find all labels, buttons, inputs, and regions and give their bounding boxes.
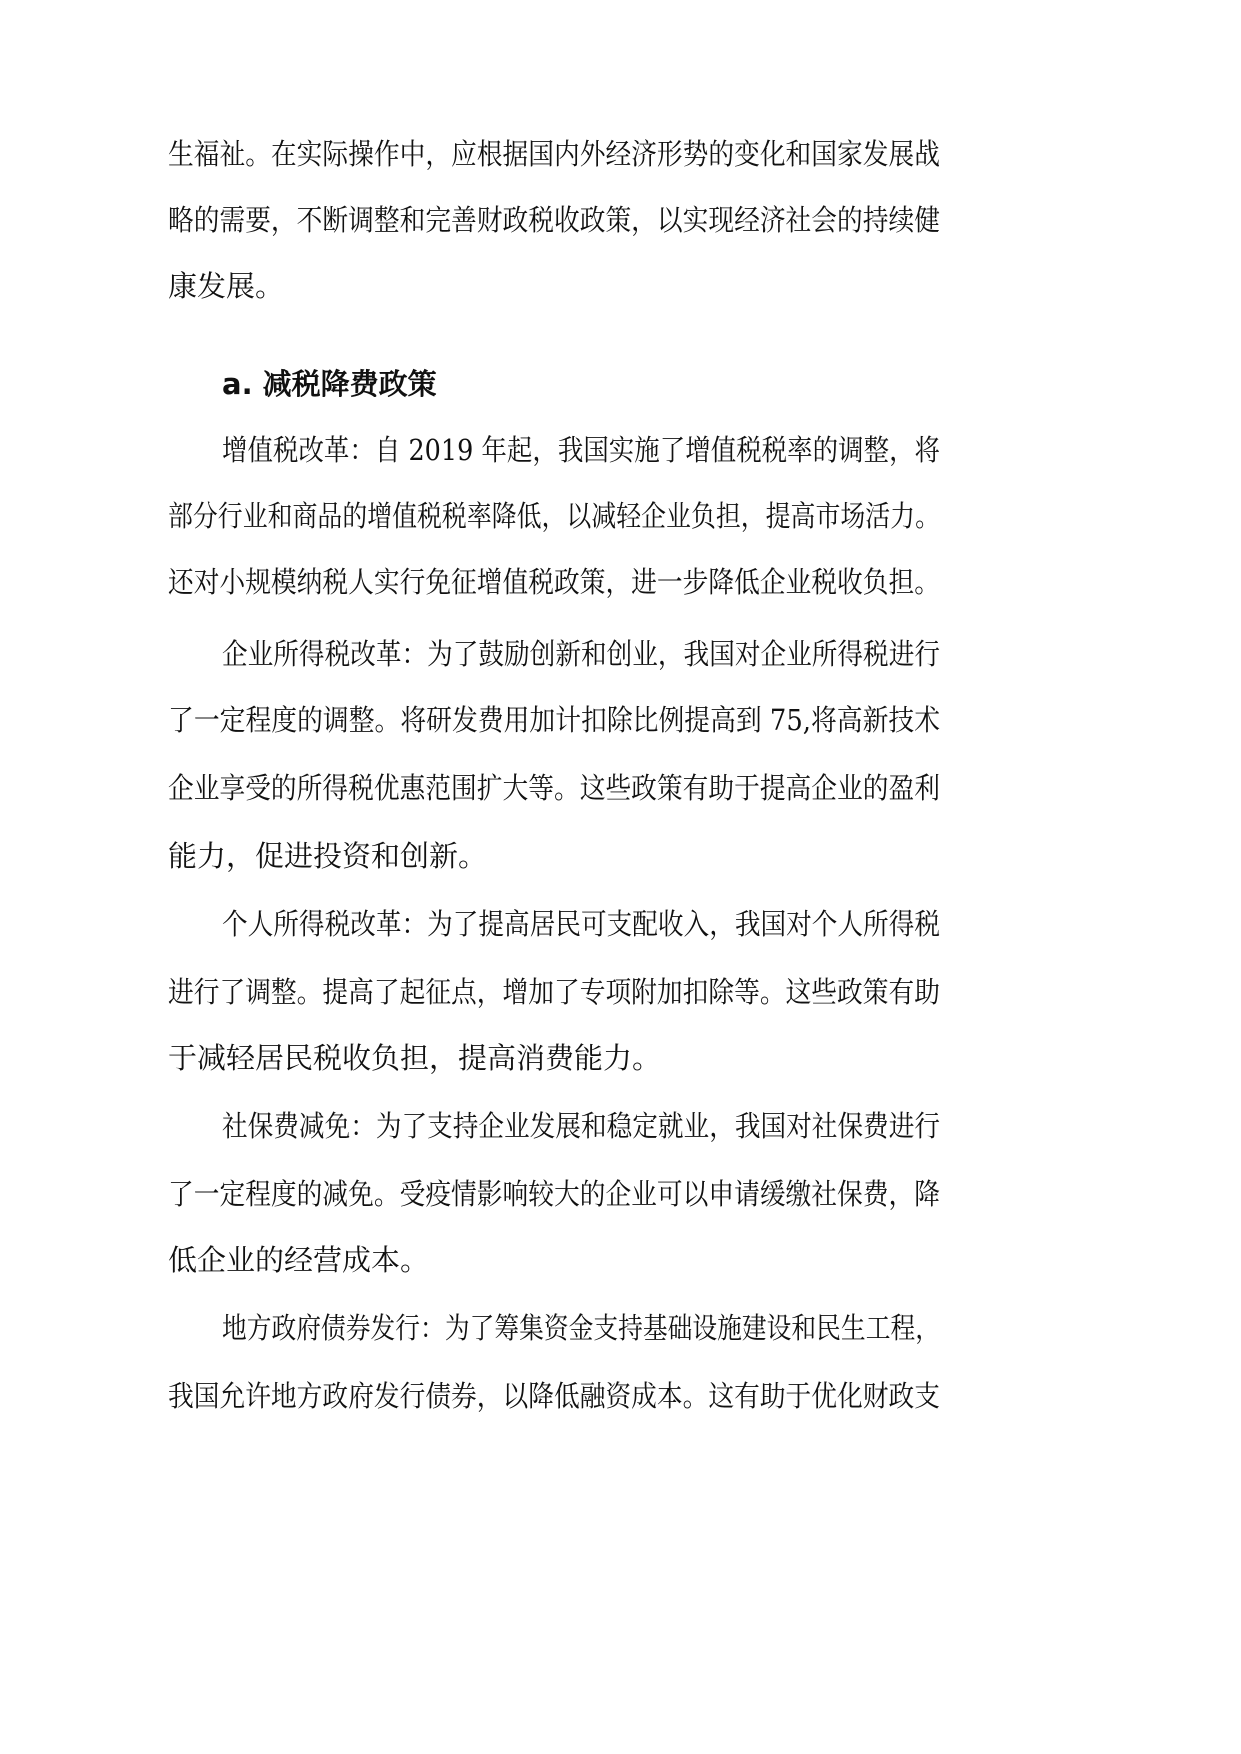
line-text: 进行了调整。提高了起征点，增加了专项附加扣除等。这些政策有助 [168,975,940,1009]
line-text: 康发展。 [168,269,285,303]
text-line [0,1366,1241,1426]
line-text: 还对小规模纳税人实行免征增值税政策，进一步降低企业税收负担。 [168,565,940,599]
text-line [0,552,1241,612]
text-line [0,624,1241,684]
line-text: 生福祉。在实际操作中，应根据国内外经济形势的变化和国家发展战 [168,137,940,171]
line-text: 了一定程度的减免。受疫情影响较大的企业可以申请缓缴社保费，降 [168,1177,940,1211]
line-text: 企业享受的所得税优惠范围扩大等。这些政策有助于提高企业的盈利 [168,771,940,805]
text-line [0,420,1241,480]
line-text: 略的需要，不断调整和完善财政税收政策，以实现经济社会的持续健 [168,203,940,237]
section-heading [0,354,1241,414]
text-line [0,1096,1241,1156]
text-line [0,256,1241,316]
text-line [0,826,1241,886]
text-line [0,486,1241,546]
text-line [0,1164,1241,1224]
line-text: 社保费减免：为了支持企业发展和稳定就业，我国对社保费进行 [222,1109,940,1143]
line-text: 于减轻居民税收负担，提高消费能力。 [168,1041,662,1075]
text-line [0,1298,1241,1358]
text-line [0,1230,1241,1290]
text-line [0,124,1241,184]
text-line [0,894,1241,954]
line-text: 个人所得税改革：为了提高居民可支配收入，我国对个人所得税 [222,907,940,941]
line-text: 增值税改革：自 2019 年起，我国实施了增值税税率的调整，将 [222,433,941,467]
text-line [0,190,1241,250]
line-text: 企业所得税改革：为了鼓励创新和创业，我国对企业所得税进行 [222,637,940,671]
line-text: 低企业的经营成本。 [168,1243,430,1277]
text-line [0,1028,1241,1088]
line-text: 了一定程度的调整。将研发费用加计扣除比例提高到 75,将高新技术 [168,703,941,737]
text-line [0,962,1241,1022]
text-line [0,690,1241,750]
text-line [0,758,1241,818]
line-text: 能力，促进投资和创新。 [168,839,488,873]
line-text: 部分行业和商品的增值税税率降低，以减轻企业负担，提高市场活力。 [168,499,940,533]
section-heading-text: a. 减税降费政策 [222,367,437,401]
line-text: 地方政府债券发行：为了筹集资金支持基础设施建设和民生工程， [222,1311,940,1345]
line-text: 我国允许地方政府发行债券，以降低融资成本。这有助于优化财政支 [168,1379,940,1413]
